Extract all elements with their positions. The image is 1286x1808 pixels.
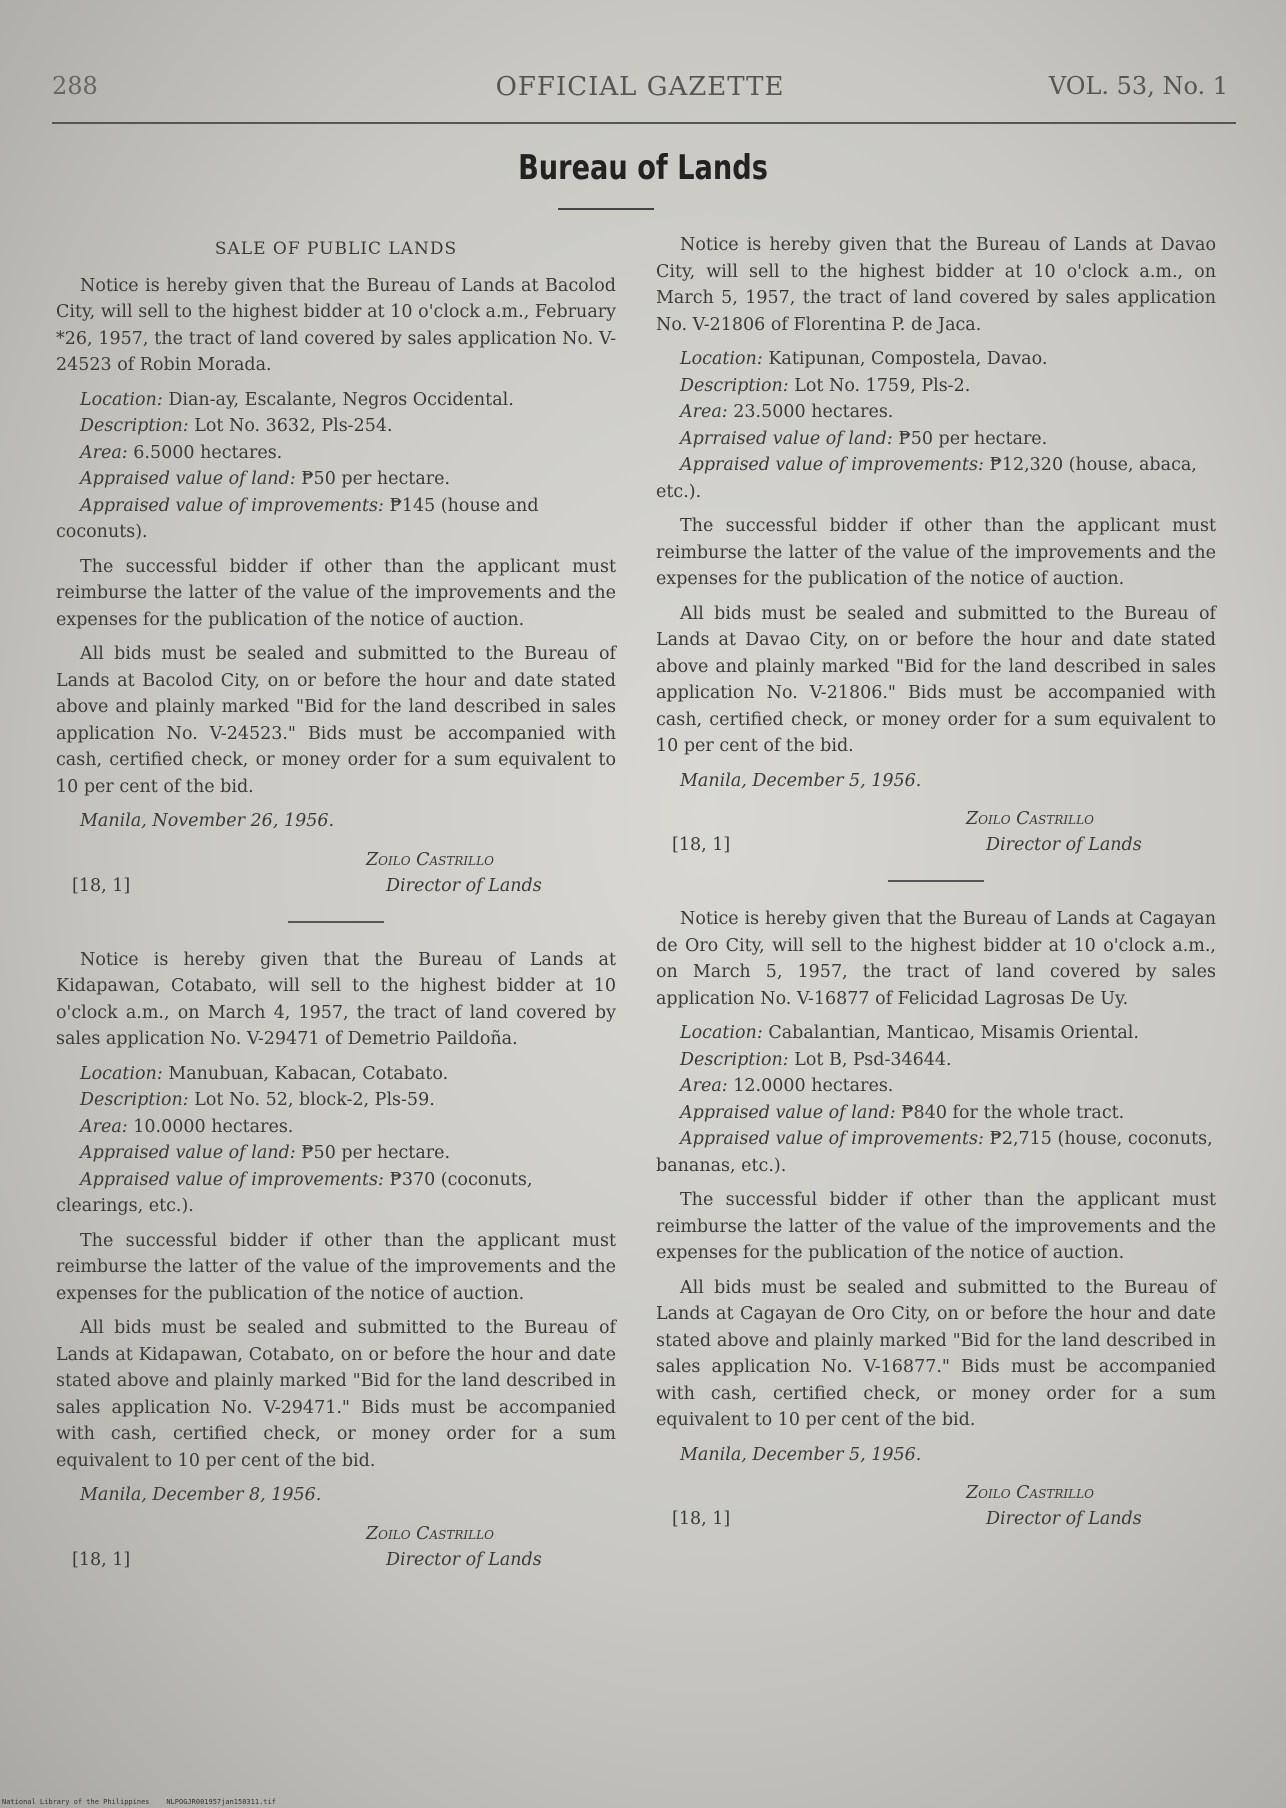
reimburse-paragraph: The successful bidder if other than the applicant must reimburse the latter of the value of the improvements and the expenses for the publication of the notice of auction. xyxy=(56,556,616,630)
description-line: Description: Lot No. 3632, Pls-254. xyxy=(80,416,393,436)
notice-kidapawan xyxy=(56,947,616,1579)
improvements-line: Appraised value of improvements: ₱12,320 (house, abaca, etc.). xyxy=(656,455,1197,502)
bids-paragraph: All bids must be sealed and submitted to the Bureau of Lands at Davao City, on or before the hour and date stated above and plainly marked "Bid for the land described in sales application No. V-21806." Bids must be accompanied with cash, certified check, or money order for a sum equivalent to 10 per cent of the bid. xyxy=(656,603,1216,756)
reimburse-paragraph: The successful bidder if other than the applicant must reimburse the latter of the value of the improvements and the expenses for the publication of the notice of auction. xyxy=(56,1230,616,1304)
land-value-line: Appraised value of land: ₱50 per hectare. xyxy=(80,1143,451,1163)
signer-name: Zoilo Castrillo xyxy=(966,1483,1094,1503)
header-rule xyxy=(52,122,1236,124)
description-line: Description: Lot No. 52, block-2, Pls-59. xyxy=(80,1090,435,1110)
area-line: Area: 10.0000 hectares. xyxy=(80,1116,294,1137)
separator-rule xyxy=(888,880,984,882)
location-line: Location: Manubuan, Kabacan, Cotabato. xyxy=(80,1063,449,1084)
signer-name: Zoilo Castrillo xyxy=(366,1523,494,1544)
notice-intro: Notice is hereby given that the Bureau of Lands at Davao City, will sell to the highest bidder at 10 o'clock a.m., on March 5, 1957, the tract of land covered by sales application No. V-21806 of Florentina P. de Jaca. xyxy=(656,235,1216,335)
land-value-line: Appraised value of land: ₱50 per hectare. xyxy=(80,469,451,489)
reimburse-paragraph: The successful bidder if other than the applicant must reimburse the latter of the value of the improvements and the expenses for the publication of the notice of auction. xyxy=(656,516,1216,589)
notice-cagayan xyxy=(656,906,1216,1538)
signer-title: Director of Lands xyxy=(986,835,1142,855)
notice-heading: SALE OF PUBLIC LANDS xyxy=(214,239,458,259)
notice-intro: Notice is hereby given that the Bureau of Lands at Bacolod City, will sell to the highest bidder at 10 o'clock a.m., February *26, 1957, the tract of land covered by sales application No. V-24523 of Robin Morada. xyxy=(56,275,616,375)
right-column xyxy=(656,232,1216,1554)
location-line: Location: Cabalantian, Manticao, Misamis Oriental. xyxy=(680,1023,1139,1043)
notice-intro: Notice is hereby given that the Bureau of Lands at Cagayan de Oro City, will sell to the highest bidder at 10 o'clock a.m., on March 5, 1957, the tract of land covered by sales application No. V-16877 of Felicidad Lagrosas De Uy. xyxy=(656,909,1216,1009)
signature-block xyxy=(656,1478,1216,1538)
location-line: Location: Katipunan, Compostela, Davao. xyxy=(680,349,1048,369)
place-date: Manila, December 5, 1956. xyxy=(680,770,922,791)
notice-details xyxy=(656,346,1216,505)
signer-name: Zoilo Castrillo xyxy=(966,809,1094,829)
bids-paragraph: All bids must be sealed and submitted to the Bureau of Lands at Bacolod City, on or before the hour and date stated above and plainly marked "Bid for the land described in sales application No. V-24523." Bids must be accompanied with cash, certified check, or money order for a sum equivalent to 10 per cent of the bid. xyxy=(56,644,616,797)
scan-footer: National Library of the Philippines NLPOGJR001957jan150311.tif xyxy=(2,1798,276,1806)
publication-title: OFFICIAL GAZETTE xyxy=(495,72,785,102)
signer-name: Zoilo Castrillo xyxy=(366,849,494,870)
page-header xyxy=(52,72,1228,112)
section-title: Bureau of Lands xyxy=(518,148,768,188)
area-line: Area: 6.5000 hectares. xyxy=(80,442,283,463)
reference: [18, 1] xyxy=(72,1549,131,1570)
improvements-line: Appraised value of improvements: ₱2,715 (house, coconuts, bananas, etc.). xyxy=(656,1129,1213,1176)
place-date: Manila, December 5, 1956. xyxy=(680,1444,922,1465)
bids-paragraph: All bids must be sealed and submitted to the Bureau of Lands at Kidapawan, Cotabato, on or before the hour and date stated above and plainly marked "Bid for the land described in sales application No. V-29471." Bids must be accompanied with cash, certified check, or money order for a sum equivalent to 10 per cent of the bid. xyxy=(56,1318,616,1471)
volume-number: VOL. 53, No. 1 xyxy=(1048,72,1228,100)
signature-block xyxy=(56,845,616,905)
location-line: Location: Dian-ay, Escalante, Negros Occidental. xyxy=(80,389,514,410)
notice-details xyxy=(656,1020,1216,1179)
notice-intro: Notice is hereby given that the Bureau of Lands at Kidapawan, Cotabato, will sell to the highest bidder at 10 o'clock a.m., on March 4, 1957, the tract of land covered by sales application No. V-29471 of Demetrio Paildoña. xyxy=(56,949,616,1049)
separator-rule xyxy=(288,921,384,923)
notice-bacolod xyxy=(56,273,616,905)
bids-paragraph: All bids must be sealed and submitted to the Bureau of Lands at Cagayan de Oro City, on or before the hour and date stated above and plainly marked "Bid for the land described in sales application No. V-16877." Bids must be accompanied with cash, certified check, or money order for a sum equivalent to 10 per cent of the bid. xyxy=(656,1277,1216,1430)
signer-title: Director of Lands xyxy=(386,1549,542,1570)
signer-title: Director of Lands xyxy=(386,875,542,896)
title-rule xyxy=(558,208,654,210)
left-column xyxy=(56,232,616,1595)
description-line: Description: Lot No. 1759, Pls-2. xyxy=(680,375,971,396)
reference: [18, 1] xyxy=(672,835,731,855)
signature-block xyxy=(656,804,1216,864)
improvements-line: Appraised value of improvements: ₱145 (house and coconuts). xyxy=(56,495,539,542)
notice-davao xyxy=(656,232,1216,864)
page-number: 288 xyxy=(52,72,98,100)
reference: [18, 1] xyxy=(672,1509,731,1529)
place-date: Manila, November 26, 1956. xyxy=(80,811,335,831)
notice-details xyxy=(56,1061,616,1220)
reference: [18, 1] xyxy=(72,875,131,896)
reimburse-paragraph: The successful bidder if other than the applicant must reimburse the latter of the value of the improvements and the expenses for the publication of the notice of auction. xyxy=(656,1190,1216,1263)
land-value-line: Aprraised value of land: ₱50 per hectare. xyxy=(680,428,1048,449)
signature-block xyxy=(56,1519,616,1579)
description-line: Description: Lot B, Psd-34644. xyxy=(680,1049,952,1070)
improvements-line: Appraised value of improvements: ₱370 (coconuts, clearings, etc.). xyxy=(56,1169,533,1216)
area-line: Area: 23.5000 hectares. xyxy=(680,402,894,422)
area-line: Area: 12.0000 hectares. xyxy=(680,1076,894,1096)
notice-details xyxy=(56,387,616,546)
place-date: Manila, December 8, 1956. xyxy=(80,1485,322,1505)
land-value-line: Appraised value of land: ₱840 for the whole tract. xyxy=(680,1102,1125,1123)
signer-title: Director of Lands xyxy=(986,1509,1142,1529)
